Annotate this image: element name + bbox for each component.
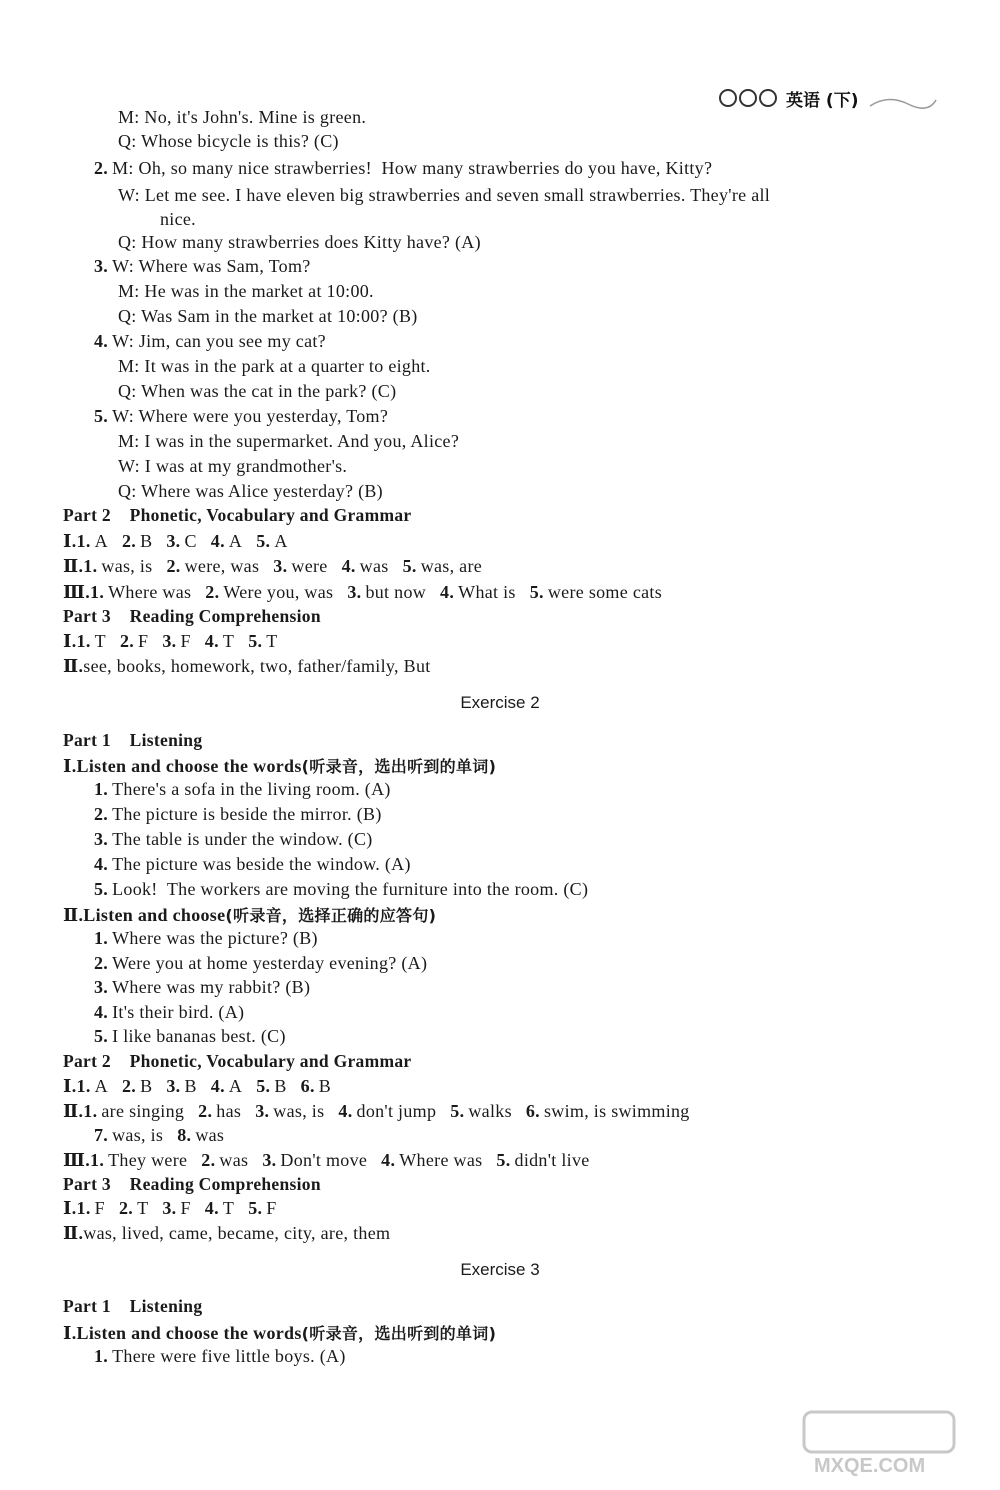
answer-line (94, 1026, 286, 1047)
exercise-heading: Exercise 3 (460, 1260, 540, 1279)
answer-line (94, 158, 712, 179)
answer-number: 3. (166, 531, 181, 551)
answer-number: 5. (402, 556, 417, 576)
answer-number: 5. (450, 1101, 465, 1121)
answer-value: Where was (108, 582, 192, 602)
item-number: 1. (94, 779, 109, 799)
answer-line (94, 1002, 244, 1023)
line-text: Q: Whose bicycle is this? (C) (118, 131, 339, 151)
answer-number: 4. (204, 631, 219, 651)
section-heading (63, 1296, 202, 1317)
answer-value: are singing (101, 1101, 185, 1121)
line-text: Where was the picture? (B) (112, 928, 318, 948)
item-number: 5. (94, 879, 109, 899)
answer-line (94, 928, 318, 949)
line-text: Where was my rabbit? (B) (112, 977, 311, 997)
answer-number: 4. (210, 531, 225, 551)
answer-number: 1. (76, 1076, 91, 1096)
answer-value: F (180, 1198, 191, 1218)
answer-line (94, 829, 373, 850)
line-text: There's a sofa in the living room. (A) (112, 779, 391, 799)
answer-line (63, 631, 278, 652)
answer-line (63, 656, 431, 677)
answer-line (118, 381, 396, 402)
answer-number: 3. (162, 1198, 177, 1218)
answer-number: 2. (118, 1198, 134, 1218)
answer-value: was (219, 1150, 249, 1170)
item-number: 2. (94, 158, 109, 178)
answer-number: 5. (256, 531, 271, 551)
item-number: 5. (94, 406, 109, 426)
answer-value: B (318, 1076, 332, 1096)
answer-value: B (140, 1076, 153, 1096)
answer-value: T (137, 1198, 149, 1218)
answer-line (63, 1223, 390, 1244)
answer-line (63, 754, 496, 777)
answer-value: walks (468, 1101, 512, 1121)
answer-value: F (94, 1198, 105, 1218)
answer-line (118, 431, 459, 452)
answer-number: 2. (201, 1150, 216, 1170)
answer-number: 6. (300, 1076, 315, 1096)
answer-value: A (228, 1076, 243, 1096)
item-number: 3. (94, 977, 109, 997)
line-text: M: Oh, so many nice strawberries! How many strawberries do you have, Kitty? (112, 158, 713, 178)
instruction-text: Listen and choose (83, 905, 226, 925)
item-number: 3. (94, 256, 109, 276)
answer-line (94, 1125, 224, 1146)
answer-number: 1. (76, 631, 91, 651)
roman-numeral: Ⅰ. (63, 1198, 77, 1218)
answer-value: B (140, 531, 153, 551)
answer-number: 2. (166, 556, 181, 576)
instruction-chinese: (听录音，选择正确的应答句) (225, 906, 437, 925)
answer-value: has (216, 1101, 242, 1121)
roman-numeral: Ⅲ. (63, 1150, 91, 1170)
header-flourish-icon (868, 90, 938, 110)
answer-number: 4. (440, 582, 455, 602)
answer-number: 2. (205, 582, 220, 602)
answer-line (63, 1150, 590, 1171)
roman-numeral: Ⅲ. (63, 582, 91, 602)
answer-number: 2. (121, 531, 137, 551)
instruction-text: Listen and choose the words (76, 756, 302, 776)
watermark-text: MXQE.COM (814, 1455, 926, 1477)
answer-line (94, 256, 311, 277)
answer-value: swim, is swimming (543, 1101, 690, 1121)
item-number: 3. (94, 829, 109, 849)
answer-value: T (266, 631, 278, 651)
answer-line (94, 331, 326, 352)
answer-value: was, is (112, 1125, 164, 1145)
line-text: W: I was at my grandmother's. (118, 456, 348, 476)
answer-value: What is (458, 582, 516, 602)
line-text: W: Where were you yesterday, Tom? (112, 406, 389, 426)
answer-number: 5. (496, 1150, 511, 1170)
answer-line (118, 356, 431, 377)
answer-line (63, 582, 662, 603)
answer-number: 8. (177, 1125, 192, 1145)
answer-line (63, 1198, 277, 1219)
answer-value: They were (108, 1150, 188, 1170)
header-decoration-icon (718, 86, 778, 110)
item-number: 4. (94, 331, 109, 351)
line-text: The picture was beside the window. (A) (112, 854, 411, 874)
line-text: Q: Was Sam in the market at 10:00? (B) (118, 306, 418, 326)
line-text: There were five little boys. (A) (112, 1346, 346, 1366)
item-number: 5. (94, 1026, 109, 1046)
answer-value: A (228, 531, 243, 551)
section-title: Part 1 Listening (63, 1296, 203, 1316)
roman-numeral: Ⅰ. (63, 756, 77, 776)
answer-line (94, 953, 427, 974)
answer-number: 2. (121, 1076, 137, 1096)
answer-number: 5. (529, 582, 544, 602)
line-text: W: Let me see. I have eleven big strawberries and seven small strawberries. They're all (118, 185, 771, 205)
roman-numeral: Ⅱ. (63, 1223, 84, 1243)
roman-numeral: Ⅰ. (63, 1076, 77, 1096)
answer-value: were (291, 556, 328, 576)
answer-number: 1. (76, 531, 91, 551)
answer-value: F (138, 631, 149, 651)
answer-line (63, 531, 288, 552)
answer-value: Were you, was (223, 582, 334, 602)
line-text: M: I was in the supermarket. And you, Alice? (118, 431, 460, 451)
answer-line (118, 131, 339, 152)
instruction-chinese: (听录音，选出听到的单词) (301, 757, 497, 776)
page-header (718, 84, 938, 114)
answer-number: 3. (347, 582, 362, 602)
answer-number: 3. (166, 1076, 181, 1096)
answer-value: A (274, 531, 288, 551)
line-text: W: Jim, can you see my cat? (112, 331, 326, 351)
answer-value: Where was (399, 1150, 483, 1170)
answer-line (94, 977, 310, 998)
answer-value: Don't move (280, 1150, 368, 1170)
section-title: Part 1 Listening (63, 730, 203, 750)
roman-numeral: Ⅰ. (63, 1323, 77, 1343)
answer-value: F (180, 631, 191, 651)
roman-numeral: Ⅱ. (63, 905, 84, 925)
section-heading (63, 730, 202, 751)
item-number: 2. (94, 953, 109, 973)
header-title: 英语 (下) (786, 91, 859, 111)
answer-value: was (195, 1125, 225, 1145)
watermark-logo-icon (794, 1408, 974, 1478)
answer-value: don't jump (356, 1101, 437, 1121)
answer-value: T (94, 631, 106, 651)
answer-number: 5. (256, 1076, 271, 1096)
line-text: Look! The workers are moving the furniture into the room. (C) (112, 879, 589, 899)
answer-number: 3. (273, 556, 288, 576)
roman-numeral: Ⅱ. (63, 1101, 84, 1121)
answer-number: 1. (76, 1198, 91, 1218)
answer-line (118, 481, 383, 502)
answer-value: were, was (184, 556, 260, 576)
answer-number: 6. (525, 1101, 540, 1121)
section-title: Part 3 Reading Comprehension (63, 1174, 321, 1194)
answer-number: 3. (162, 631, 177, 651)
answer-line (94, 804, 382, 825)
answer-line (63, 556, 482, 577)
line-text: see, books, homework, two, father/family, But (83, 656, 431, 676)
line-text: M: No, it's John's. Mine is green. (118, 107, 367, 127)
answer-line (118, 107, 366, 128)
answer-value: B (274, 1076, 287, 1096)
instruction-chinese: (听录音，选出听到的单词) (301, 1324, 497, 1343)
answer-value: A (94, 531, 108, 551)
answer-value: C (184, 531, 197, 551)
line-text: The picture is beside the mirror. (B) (112, 804, 382, 824)
answer-value: T (222, 631, 235, 651)
answer-line (94, 854, 411, 875)
answer-number: 1. (90, 582, 105, 602)
section-heading (63, 606, 321, 627)
answer-number: 5. (248, 631, 263, 651)
answer-number: 2. (119, 631, 135, 651)
answer-number: 4. (341, 556, 356, 576)
answer-line (94, 879, 588, 900)
section-heading (63, 1051, 411, 1072)
line-text: W: Where was Sam, Tom? (112, 256, 311, 276)
line-text: Were you at home yesterday evening? (A) (112, 953, 428, 973)
line-text: M: It was in the park at a quarter to eight. (118, 356, 431, 376)
answer-value: didn't live (514, 1150, 590, 1170)
answer-value: was, are (420, 556, 483, 576)
answer-line (63, 903, 436, 926)
answer-value: was, is (101, 556, 153, 576)
roman-numeral: Ⅰ. (63, 531, 77, 551)
line-text: M: He was in the market at 10:00. (118, 281, 374, 301)
item-number: 4. (94, 854, 109, 874)
section-heading (63, 505, 411, 526)
line-text: Q: How many strawberries does Kitty have? (A) (118, 232, 481, 252)
answer-line (160, 209, 196, 230)
item-number: 4. (94, 1002, 109, 1022)
answer-value: B (184, 1076, 197, 1096)
item-number: 1. (94, 1346, 109, 1366)
answer-line (118, 456, 347, 477)
answer-number: 1. (83, 1101, 98, 1121)
answer-value: was, is (273, 1101, 325, 1121)
answer-number: 4. (204, 1198, 219, 1218)
roman-numeral: Ⅰ. (63, 631, 77, 651)
answer-value: T (222, 1198, 235, 1218)
answer-number: 1. (83, 556, 98, 576)
answer-line (118, 306, 418, 327)
answer-line (94, 779, 391, 800)
line-text: Q: When was the cat in the park? (C) (118, 381, 397, 401)
answer-value: was (359, 556, 389, 576)
answer-line (94, 1346, 346, 1367)
answer-number: 1. (90, 1150, 105, 1170)
line-text: nice. (160, 209, 196, 229)
section-title: Part 2 Phonetic, Vocabulary and Grammar (63, 505, 412, 525)
section-title: Part 3 Reading Comprehension (63, 606, 321, 626)
answer-line (63, 1321, 496, 1344)
answer-number: 3. (255, 1101, 270, 1121)
item-number: 2. (94, 804, 109, 824)
item-number: 1. (94, 928, 109, 948)
answer-line (118, 232, 481, 253)
answer-number: 4. (381, 1150, 396, 1170)
line-text: I like bananas best. (C) (112, 1026, 286, 1046)
answer-line (63, 1101, 690, 1122)
line-text: Q: Where was Alice yesterday? (B) (118, 481, 383, 501)
answer-value: but now (365, 582, 427, 602)
line-text: The table is under the window. (C) (112, 829, 373, 849)
answer-number: 4. (338, 1101, 353, 1121)
answer-number: 7. (94, 1125, 109, 1145)
section-title: Part 2 Phonetic, Vocabulary and Grammar (63, 1051, 412, 1071)
answer-line (118, 281, 374, 302)
answer-number: 5. (248, 1198, 263, 1218)
answer-value: were some cats (547, 582, 663, 602)
line-text: was, lived, came, became, city, are, them (83, 1223, 391, 1243)
answer-number: 3. (262, 1150, 277, 1170)
roman-numeral: Ⅱ. (63, 656, 84, 676)
roman-numeral: Ⅱ. (63, 556, 84, 576)
answer-line (63, 1076, 331, 1097)
answer-line (94, 406, 388, 427)
line-text: It's their bird. (A) (112, 1002, 245, 1022)
answer-line (118, 185, 770, 206)
answer-number: 2. (198, 1101, 213, 1121)
exercise-heading: Exercise 2 (460, 693, 540, 712)
answer-number: 4. (210, 1076, 225, 1096)
answer-value: F (266, 1198, 277, 1218)
answer-value: A (94, 1076, 108, 1096)
section-heading (63, 1174, 321, 1195)
instruction-text: Listen and choose the words (76, 1323, 302, 1343)
